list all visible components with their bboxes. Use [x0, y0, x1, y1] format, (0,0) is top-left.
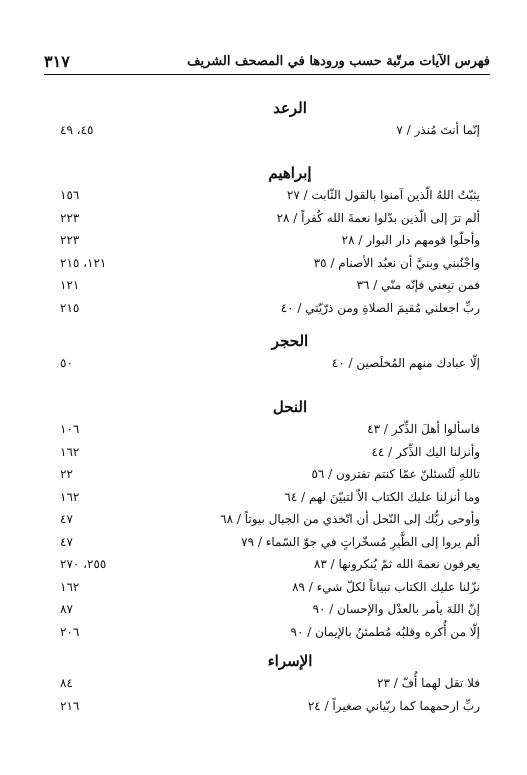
- verse-text: يعرفون نعمةَ الله ثمّ يُنكرونها / ٨٣: [313, 557, 480, 571]
- verse-text: تاللهِ لَتُسئلنّ عمّا كنتم تفترون / ٥٦: [311, 467, 480, 481]
- page-reference: ٢٢٣: [60, 210, 80, 225]
- verse-text: إلّا عبادك منهم المُخلَصين / ٤٠: [331, 356, 480, 370]
- section-heading: إبراهيم: [268, 164, 312, 182]
- index-entry: [60, 576, 480, 599]
- verse-text: إنّ اللهَ يأمر بالعدْل والإحسان / ٩٠: [312, 602, 480, 616]
- index-entry: [60, 119, 480, 142]
- verse-text: فلا تقل لهما أُفّ / ٢٣: [377, 676, 480, 690]
- index-entry: [60, 441, 480, 464]
- page-reference: ٤٧: [60, 534, 73, 549]
- section-heading: النحل: [272, 398, 308, 416]
- index-entry: [60, 184, 480, 207]
- section-al-nahl: [60, 396, 480, 643]
- index-entry: [60, 274, 480, 297]
- page-number: ٣١٧: [44, 52, 70, 71]
- verse-text: وما أنزلنا عليك الكتاب الاّ لتبيّنَ لهم / ٦٤: [284, 489, 480, 504]
- verse-text: وأوحى ربُّك إلى النّحل أن اتّخذي من الجبال بيوتاً / ٦٨: [220, 512, 480, 526]
- index-entry: [60, 553, 480, 576]
- page-reference: ١٦٢: [60, 579, 80, 594]
- verse-text: فمن تبِعني فإنّه منّي / ٣٦: [356, 278, 480, 292]
- page-reference: ٥٠: [60, 356, 73, 370]
- section-heading: الحجر: [271, 332, 309, 350]
- page-reference: ٤٥، ٤٩: [60, 123, 94, 137]
- page-reference: ١٠٦: [60, 422, 80, 436]
- section-al-hijr: [60, 330, 480, 375]
- page-reference: ٢٥٥، ٢٧٠: [60, 557, 107, 571]
- index-entry: [60, 463, 480, 486]
- page-reference: ٢٠٦: [60, 624, 80, 639]
- index-entry: [60, 695, 480, 718]
- verse-text: يثبّتُ اللهُ الّذين آمنوا بالقول الثّابت / ٢٧: [286, 188, 480, 202]
- page-reference: ١٦٢: [60, 444, 80, 459]
- verse-text: واجْنُبني وبنيَّ أن نعبُد الأصنام / ٣٥: [313, 255, 480, 270]
- verse-text: ربِّ ارحمهما كما ربّياني صغيراً / ٢٤: [307, 698, 480, 713]
- index-entry: [60, 672, 480, 695]
- page-reference: ١٢١، ٢١٥: [60, 255, 107, 270]
- index-entry: [60, 621, 480, 644]
- index-entry: [60, 598, 480, 621]
- index-entry: [60, 508, 480, 531]
- verse-text: ألم ترَ إلى الّذين بدّلوا نعمةَ الله كُفراً / ٢٨: [276, 210, 480, 225]
- index-entry: [60, 229, 480, 252]
- section-ibrahim: [60, 162, 480, 319]
- page-reference: ٢١٦: [60, 698, 80, 713]
- page-reference: ٢٢: [60, 467, 73, 481]
- page-reference: ١٥٦: [60, 188, 80, 202]
- page-reference: ٢١٥: [60, 300, 80, 315]
- index-entry: [60, 252, 480, 275]
- verse-text: وأحلّوا قومهم دار البوار / ٢٨: [341, 233, 480, 247]
- verse-text: وأنزلنا اليك الذِّكر / ٤٤: [371, 444, 480, 459]
- section-heading: الإسراء: [267, 652, 313, 670]
- page-reference: ٤٧: [60, 512, 73, 526]
- index-entry: [60, 297, 480, 320]
- page-header: [44, 52, 490, 75]
- page-reference: ٨٤: [60, 676, 73, 690]
- verse-text: إنّما أنتَ مُنذر / ٧: [396, 123, 480, 137]
- running-title: فهرس الآيات مرتّبة حسب ورودها في المصحف الشريف: [187, 54, 490, 69]
- verse-text: إلّا من أُكره وقلبُه مُطمئنٌ بالإيمان / ٩٠: [290, 624, 480, 639]
- index-entry: [60, 352, 480, 375]
- verse-text: ألم يروا إلى الطَّيرِ مُسخّراتٍ في جوّ السّماء / ٧٩: [241, 534, 480, 549]
- verse-text: نزّلنا عليك الكتاب تبياناً لكلّ شيء / ٨٩: [292, 579, 480, 594]
- section-heading: الرعد: [273, 99, 307, 117]
- page-reference: ٢٢٣: [60, 233, 80, 247]
- page-reference: ١٢١: [60, 278, 80, 292]
- index-entry: [60, 486, 480, 509]
- index-entry: [60, 418, 480, 441]
- page-reference: ٨٧: [60, 602, 73, 616]
- section-al-isra: [60, 650, 480, 717]
- page-reference: ١٦٢: [60, 489, 80, 504]
- section-al-raad: [60, 97, 480, 142]
- verse-text: فاسألوا أهلَ الذِّكر / ٤٣: [367, 422, 480, 436]
- index-entry: [60, 531, 480, 554]
- index-entry: [60, 207, 480, 230]
- verse-text: ربِّ اجعلني مُقيمَ الصلاةِ ومن ذرّيّتي / ٤٠: [280, 300, 480, 315]
